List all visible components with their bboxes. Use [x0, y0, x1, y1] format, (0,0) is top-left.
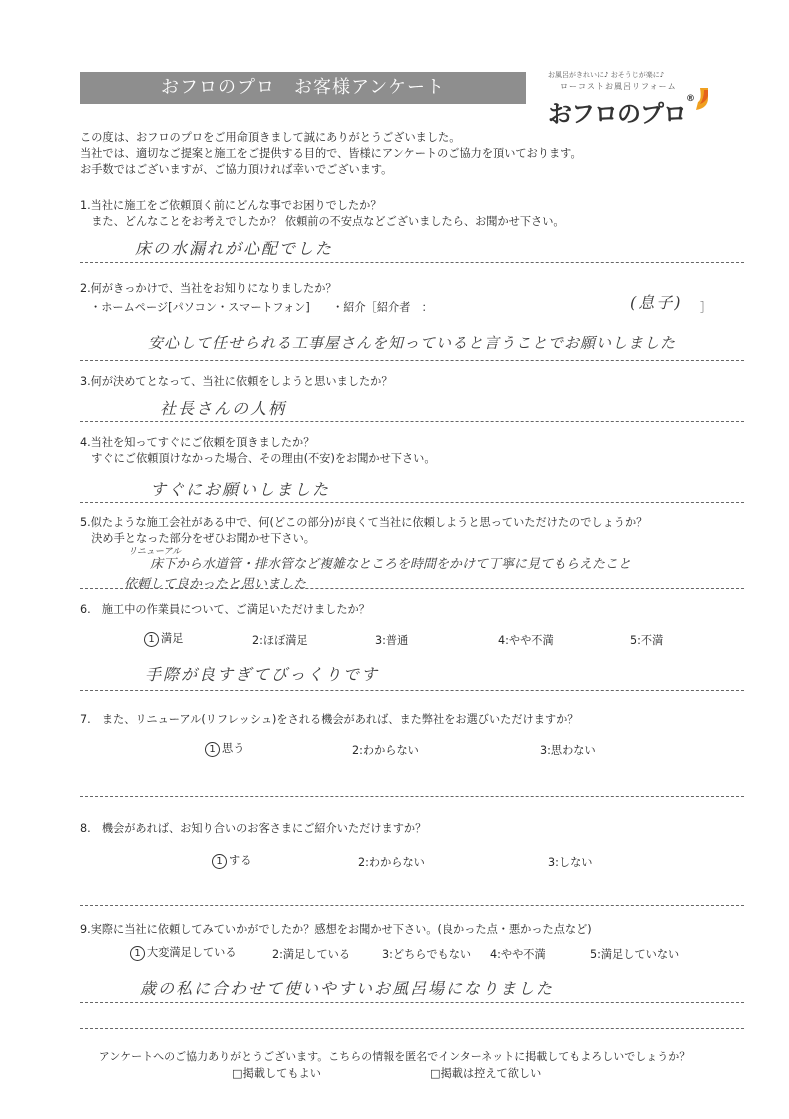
q5-answer-note: リニューアル — [128, 547, 182, 557]
q5-text-2: 決め手となった部分をぜひお聞かせ下さい。 — [80, 532, 315, 545]
q9-option-4[interactable]: 4:やや不満 — [490, 948, 546, 961]
answer-line — [80, 905, 744, 906]
q6-option-3[interactable]: 3:普通 — [375, 634, 409, 647]
logo-mark-icon — [686, 88, 708, 112]
q9-answer: 歳の私に合わせて使いやすいお風呂場になりました — [140, 979, 555, 998]
selected-circle-icon: 1 — [212, 854, 227, 869]
answer-line — [80, 502, 744, 503]
q5-answer-2: 依頼して良かったと思いました — [124, 577, 307, 592]
q1-text: 1.当社に施工をご依頼頂く前にどんな事でお困りでしたか？ — [80, 199, 382, 212]
q6-answer: 手際が良すぎてびっくりです — [145, 665, 380, 684]
q6-text: 6. 施工中の作業員について、ご満足いただけましたか？ — [80, 603, 370, 616]
company-logo — [548, 70, 718, 130]
logo-tagline: お風呂がきれいに♪ おそうじが楽に♪ — [548, 71, 665, 79]
selected-circle-icon: 1 — [205, 742, 220, 757]
q4-text-2: すぐにご依頼頂けなかった場合、その理由(不安)をお聞かせ下さい。 — [80, 452, 436, 465]
q1-text-2: また、どんなことをお考えでしたか？ 依頼前の不安点などございましたら、お聞かせ下さい。 — [80, 215, 565, 228]
q2-answer: 安心して任せられる工事屋さんを知っていると言うことでお願いしました — [148, 334, 677, 352]
footer-question: アンケートへのご協力ありがとうございます。こちらの情報を匿名でインターネットに掲載してもよろしいでしょうか？ — [98, 1050, 691, 1063]
intro-line: 当社では、適切なご提案と施工をご提供する目的で、皆様にアンケートのご協力を頂いております。 — [80, 147, 582, 160]
publish-yes-checkbox[interactable]: □掲載してもよい — [232, 1067, 321, 1080]
q6-option-2[interactable]: 2:ほぼ満足 — [252, 634, 308, 647]
q4-text: 4.当社を知ってすぐにご依頼を頂きましたか？ — [80, 436, 315, 449]
q7-option-2[interactable]: 2:わからない — [352, 744, 419, 757]
answer-line — [80, 796, 744, 797]
q8-option-1[interactable]: 1 する — [212, 852, 251, 869]
answer-line — [80, 262, 744, 263]
answer-line — [80, 1028, 744, 1029]
logo-subtitle: ローコストお風呂リフォーム — [560, 82, 677, 91]
answer-line — [80, 690, 744, 691]
logo-name: おフロのプロ® — [548, 94, 694, 128]
q2-referrer: (息子) — [630, 293, 683, 312]
q9-option-5[interactable]: 5:満足していない — [590, 948, 680, 961]
q5-answer-1: 床下から水道管・排水管など複雑なところを時間をかけて丁寧に見てもらえたこと — [150, 557, 632, 572]
answer-line — [80, 1002, 744, 1003]
answer-line — [80, 421, 744, 422]
q7-option-3[interactable]: 3:思わない — [540, 744, 596, 757]
intro-line: お手数ではございますが、ご協力頂ければ幸いでございます。 — [80, 163, 393, 176]
q8-option-3[interactable]: 3:しない — [548, 856, 593, 869]
q7-option-1[interactable]: 1 思う — [205, 740, 244, 757]
q8-option-2[interactable]: 2:わからない — [358, 856, 425, 869]
survey-title: おフロのプロ お客様アンケート — [80, 72, 526, 104]
publish-no-checkbox[interactable]: □掲載は控えて欲しい — [430, 1067, 542, 1080]
q9-option-3[interactable]: 3:どちらでもない — [382, 948, 472, 961]
q3-answer: 社長さんの人柄 — [160, 399, 287, 418]
q9-option-2[interactable]: 2:満足している — [272, 948, 351, 961]
q4-answer: すぐにお願いしました — [150, 480, 331, 499]
q8-text: 8. 機会があれば、お知り合いのお客さまにご紹介いただけますか？ — [80, 822, 427, 835]
selected-circle-icon: 1 — [144, 632, 159, 647]
intro-text — [80, 130, 720, 178]
answer-line — [80, 588, 744, 589]
q7-text: 7. また、リニューアル(リフレッシュ)をされる機会があれば、また弊社をお選びいただけますか？ — [80, 713, 579, 726]
q1-answer: 床の水漏れが心配でした — [135, 239, 334, 258]
q9-option-1[interactable]: 1 大変満足している — [130, 944, 237, 961]
q6-option-5[interactable]: 5:不満 — [630, 634, 664, 647]
q2-text: 2.何がきっかけで、当社をお知りになりましたか？ — [80, 282, 337, 295]
q3-text: 3.何が決めてとなって、当社に依頼をしようと思いましたか？ — [80, 375, 393, 388]
q2-options: ・ホームページ[パソコン・スマートフォン] ・紹介［紹介者 ： — [90, 301, 433, 314]
q2-bracket: ］ — [700, 301, 712, 314]
q5-text: 5.似たような施工会社がある中で、何(どこの部分)が良くて当社に依頼しようと思っていただけたのでしょうか？ — [80, 516, 648, 529]
q6-option-4[interactable]: 4:やや不満 — [498, 634, 554, 647]
answer-line — [80, 360, 744, 361]
intro-line: この度は、おフロのプロをご用命頂きまして誠にありがとうございました。 — [80, 131, 461, 144]
q6-option-1[interactable]: 1 満足 — [144, 630, 183, 647]
q9-text: 9.実際に当社に依頼してみていかがでしたか？感想をお聞かせ下さい。(良かった点・悪かった点など) — [80, 923, 592, 936]
selected-circle-icon: 1 — [130, 946, 145, 961]
